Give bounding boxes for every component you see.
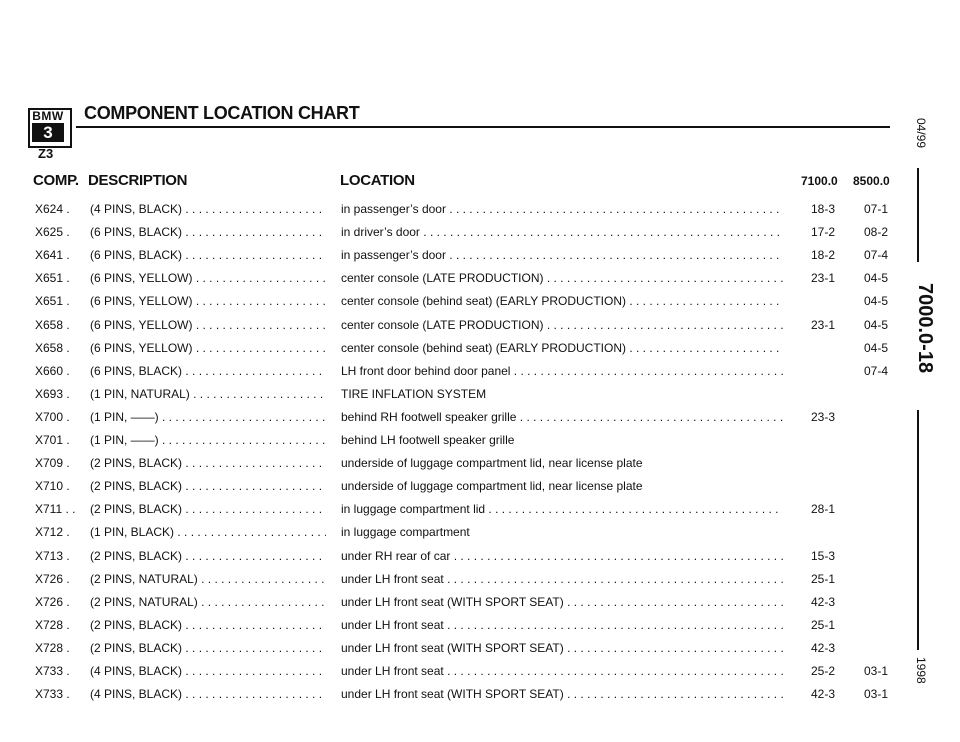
cell-ref-a: 23-1 [810, 271, 836, 286]
cell-location: under LH front seat (WITH SPORT SEAT) . . . [341, 641, 783, 655]
logo-brand: BMW [32, 109, 64, 123]
cell-comp: X700 . [35, 409, 70, 424]
cell-ref-a: 25-1 [810, 617, 836, 632]
col-header-ref-a: 7100.0 [801, 174, 838, 188]
cell-description: (2 PINS, BLACK) . . . [90, 641, 326, 655]
col-header-comp: COMP. [33, 172, 79, 189]
table-row [0, 456, 960, 478]
table-row [0, 572, 960, 594]
cell-location: underside of luggage compartment lid, near license plate [341, 456, 643, 471]
cell-location: in passenger’s door . . . [341, 202, 783, 216]
cell-comp: X693 . [35, 386, 70, 401]
cell-description: (2 PINS, NATURAL) . . . [90, 595, 326, 609]
cell-ref-b: 04-5 [863, 340, 889, 355]
bmw-3-logo [28, 108, 72, 146]
cell-comp: X624 . [35, 202, 70, 216]
col-header-description: DESCRIPTION [88, 172, 188, 189]
cell-description: (4 PINS, BLACK) . . . [90, 664, 326, 678]
cell-ref-b: 04-5 [863, 317, 889, 332]
cell-location: behind LH footwell speaker grille [341, 433, 515, 447]
table-row [0, 364, 960, 386]
table-row [0, 502, 960, 524]
cell-description: (1 PIN, NATURAL) . . . [90, 387, 326, 401]
table-row [0, 433, 960, 455]
cell-description: (6 PINS, YELLOW) . . . [90, 271, 326, 285]
cell-comp: X701 . [35, 433, 70, 447]
table-row [0, 595, 960, 617]
cell-ref-a: 15-3 [810, 548, 836, 563]
side-page-number: 7000.0-18 [914, 283, 936, 374]
cell-location: in driver’s door . . . [341, 225, 783, 239]
cell-location: under RH rear of car . . . [341, 549, 783, 563]
cell-ref-a: 25-1 [810, 571, 836, 586]
cell-location: center console (LATE PRODUCTION) . . . [341, 271, 783, 285]
table-row [0, 271, 960, 293]
cell-ref-a: 18-3 [810, 202, 836, 216]
table-row [0, 525, 960, 547]
cell-location: under LH front seat . . . [341, 664, 783, 678]
cell-comp: X728 . [35, 640, 70, 655]
cell-comp: X660 . [35, 363, 70, 378]
col-header-ref-b: 8500.0 [853, 174, 890, 188]
table-row [0, 641, 960, 663]
table-row [0, 687, 960, 709]
cell-comp: X709 . [35, 456, 70, 471]
logo-series: 3 [32, 123, 64, 142]
cell-comp: X710 . [35, 479, 70, 494]
cell-comp: X651 . [35, 294, 70, 309]
side-rule-bottom [917, 410, 919, 650]
cell-ref-a: 23-3 [810, 409, 836, 424]
cell-description: (4 PINS, BLACK) . . . [90, 202, 326, 216]
cell-comp: X728 . [35, 617, 70, 632]
cell-location: center console (behind seat) (EARLY PRODUCTION) . . . [341, 341, 783, 355]
cell-location: in passenger’s door . . . [341, 248, 783, 262]
cell-description: (4 PINS, BLACK) . . . [90, 687, 326, 701]
table-row [0, 225, 960, 247]
cell-description: (2 PINS, BLACK) . . . [90, 549, 326, 563]
cell-ref-b: 07-4 [863, 248, 889, 263]
cell-location: under LH front seat (WITH SPORT SEAT) . . . [341, 595, 783, 609]
cell-ref-a: 28-1 [810, 502, 836, 517]
cell-comp: X651 . [35, 271, 70, 286]
cell-location: under LH front seat (WITH SPORT SEAT) . . . [341, 687, 783, 701]
model-label: Z3 [38, 146, 54, 161]
table-row [0, 341, 960, 363]
cell-ref-a: 25-2 [810, 664, 836, 678]
cell-ref-a: 23-1 [810, 317, 836, 332]
cell-description: (1 PIN, ——) . . . [90, 433, 326, 447]
cell-comp: X711 . . [35, 502, 76, 517]
table-row [0, 387, 960, 409]
table-row [0, 318, 960, 340]
cell-comp: X726 . [35, 594, 70, 609]
cell-location: TIRE INFLATION SYSTEM [341, 386, 487, 401]
cell-description: (1 PIN, BLACK) . . . [90, 525, 326, 539]
table-row [0, 248, 960, 270]
cell-ref-b: 03-1 [863, 687, 889, 702]
cell-description: (6 PINS, BLACK) . . . [90, 225, 326, 239]
cell-description: (6 PINS, YELLOW) . . . [90, 294, 326, 308]
cell-ref-a: 17-2 [810, 225, 836, 240]
cell-location: underside of luggage compartment lid, near license plate [341, 479, 643, 494]
cell-ref-a: 42-3 [810, 640, 836, 655]
table-row [0, 410, 960, 432]
cell-ref-a: 42-3 [810, 594, 836, 609]
cell-comp: X712 . [35, 525, 70, 540]
cell-comp: X658 . [35, 340, 70, 355]
title-rule [76, 126, 890, 128]
table-row [0, 294, 960, 316]
cell-description: (2 PINS, BLACK) . . . [90, 502, 326, 516]
cell-comp: X726 . [35, 571, 70, 586]
cell-location: behind RH footwell speaker grille . . . [341, 410, 783, 424]
cell-description: (6 PINS, YELLOW) . . . [90, 318, 326, 332]
side-year: 1998 [914, 657, 928, 684]
side-rule-top [917, 168, 919, 262]
cell-ref-b: 04-5 [863, 294, 889, 309]
side-date: 04/99 [914, 118, 928, 149]
cell-comp: X641 . [35, 248, 70, 263]
cell-location: in luggage compartment lid . . . [341, 502, 783, 516]
cell-description: (1 PIN, ——) . . . [90, 410, 326, 424]
cell-location: center console (behind seat) (EARLY PRODUCTION) . . . [341, 294, 783, 308]
cell-location: LH front door behind door panel . . . [341, 364, 783, 378]
table-row [0, 618, 960, 640]
cell-comp: X733 . [35, 664, 70, 678]
cell-description: (6 PINS, BLACK) . . . [90, 364, 326, 378]
cell-ref-b: 08-2 [863, 225, 889, 240]
cell-description: (2 PINS, NATURAL) . . . [90, 572, 326, 586]
cell-description: (6 PINS, YELLOW) . . . [90, 341, 326, 355]
cell-ref-b: 07-4 [863, 363, 889, 378]
cell-location: center console (LATE PRODUCTION) . . . [341, 318, 783, 332]
cell-location: under LH front seat . . . [341, 618, 783, 632]
cell-description: (2 PINS, BLACK) . . . [90, 618, 326, 632]
cell-ref-b: 04-5 [863, 271, 889, 286]
cell-ref-a: 18-2 [810, 248, 836, 263]
cell-ref-a: 42-3 [810, 687, 836, 702]
cell-location: under LH front seat . . . [341, 572, 783, 586]
cell-description: (2 PINS, BLACK) . . . [90, 456, 326, 470]
col-header-location: LOCATION [340, 172, 415, 189]
table-row [0, 202, 960, 224]
table-row [0, 549, 960, 571]
cell-ref-b: 07-1 [863, 202, 889, 216]
cell-comp: X625 . [35, 225, 70, 240]
cell-location: in luggage compartment [341, 525, 470, 540]
cell-description: (6 PINS, BLACK) . . . [90, 248, 326, 262]
page-title: COMPONENT LOCATION CHART [84, 103, 360, 123]
table-row [0, 664, 960, 686]
cell-comp: X733 . [35, 687, 70, 702]
cell-ref-b: 03-1 [863, 664, 889, 678]
table-row [0, 479, 960, 501]
cell-comp: X658 . [35, 317, 70, 332]
cell-comp: X713 . [35, 548, 70, 563]
cell-description: (2 PINS, BLACK) . . . [90, 479, 326, 493]
